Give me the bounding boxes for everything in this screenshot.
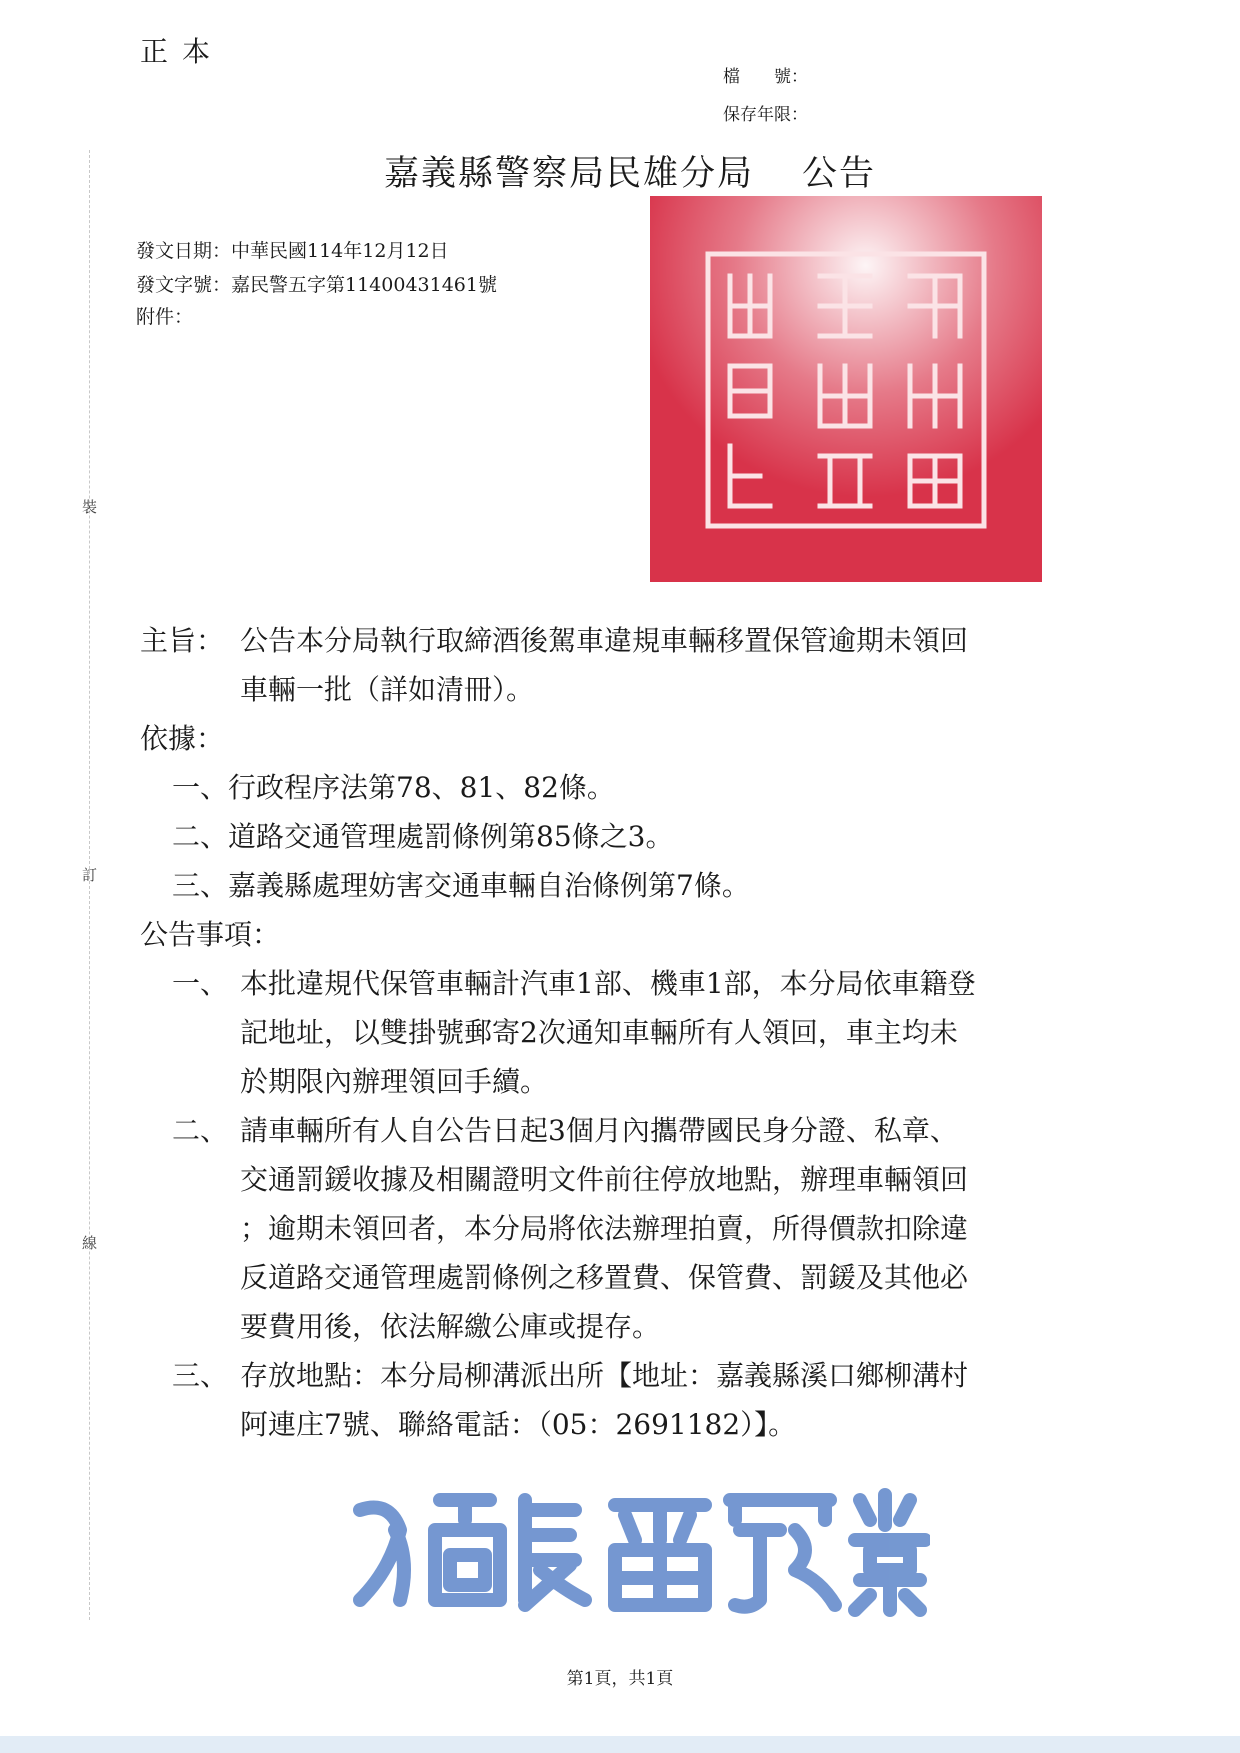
notice-item-2-line: 反道路交通管理處罰條例之移置費、保管費、罰鍰及其他必 [240,1261,969,1294]
subject-line-2: 車輛一批（詳如清冊）。 [240,673,535,706]
director-signature-stamp [340,1470,930,1630]
notice-item-2-line: 交通罰鍰收據及相關證明文件前往停放地點，辦理車輛領回 [240,1163,969,1196]
official-seal [650,196,1042,582]
basis-label: 依據： [140,722,225,755]
issue-date: 發文日期：中華民國114年12月12日 [136,240,449,262]
notice-item-3-number: 三、 [172,1359,229,1392]
scan-edge [0,1736,1240,1753]
attachment-label: 附件： [136,306,194,328]
document-type: 公告 [802,154,877,194]
binding-mark-3: 線 [82,1234,98,1252]
basis-item-3: 三、嘉義縣處理妨害交通車輛自治條例第7條。 [172,869,750,902]
page-number: 第1頁，共1頁 [566,1669,674,1689]
notice-item-2-number: 二、 [172,1114,229,1147]
binding-line [89,150,90,1620]
subject-line-1: 公告本分局執行取締酒後駕車違規車輛移置保管逾期未領回 [240,624,969,657]
subject-label: 主旨： [140,624,225,657]
retention-period-label: 保存年限： [723,105,808,125]
notice-item-3-line: 阿連庄7號、聯絡電話：（05：2691182）】。 [240,1408,797,1441]
agency-name: 嘉義縣警察局民雄分局 [383,154,754,194]
notice-item-1-line: 記地址，以雙掛號郵寄2次通知車輛所有人領回，車主均未 [240,1016,958,1049]
issue-reference: 發文字號：嘉民警五字第11400431461號 [136,274,497,296]
notice-item-2-line: 請車輛所有人自公告日起3個月內攜帶國民身分證、私章、 [240,1114,958,1147]
basis-item-2: 二、道路交通管理處罰條例第85條之3。 [172,820,674,853]
notice-item-1-line: 於期限內辦理領回手續。 [240,1065,549,1098]
copy-label: 正本 [140,35,225,68]
file-number-label: 檔 號： [723,67,808,87]
notice-item-2-line: ；逾期未領回者，本分局將依法辦理拍賣，所得價款扣除違 [240,1212,969,1245]
basis-item-1: 一、行政程序法第78、81、82條。 [172,771,615,804]
notice-item-3-line: 存放地點：本分局柳溝派出所【地址：嘉義縣溪口鄉柳溝村 [240,1359,969,1392]
binding-mark-1: 裝 [82,498,98,516]
notice-item-1-line: 本批違規代保管車輛計汽車1部、機車1部，本分局依車籍登 [240,967,976,1000]
notice-item-2-line: 要費用後，依法解繳公庫或提存。 [240,1310,661,1343]
notice-label: 公告事項： [140,918,281,951]
notice-item-1-number: 一、 [172,967,229,1000]
binding-mark-2: 訂 [82,866,98,884]
document-title [0,146,1240,196]
